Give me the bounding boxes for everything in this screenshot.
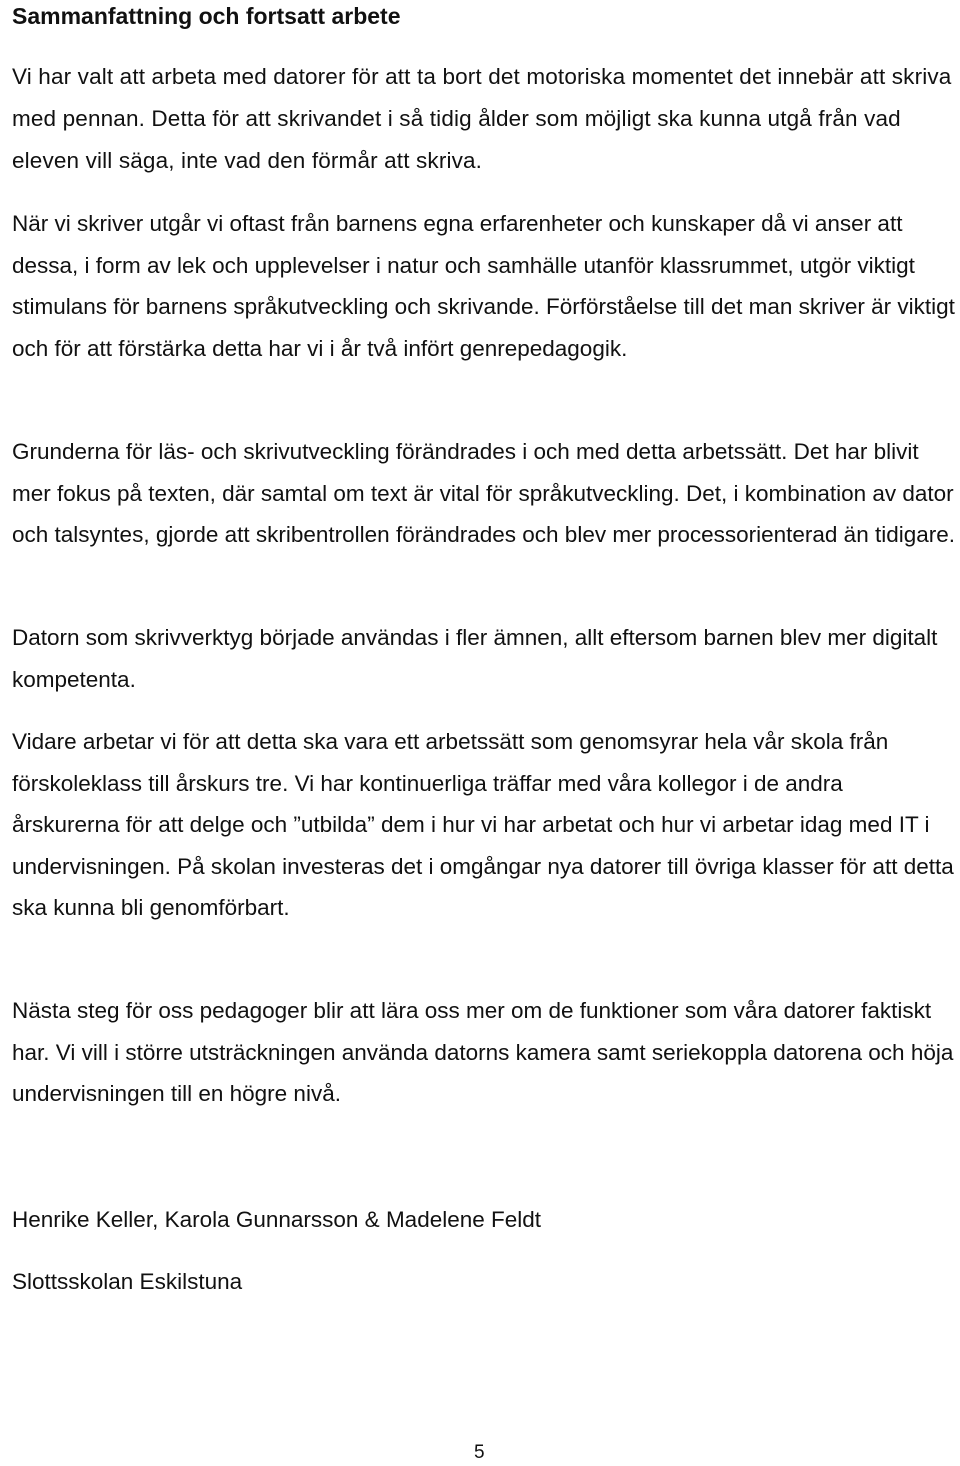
paragraph-reading-writing: Grunderna för läs- och skrivutveckling förändrades i och med detta arbetssätt. Det har blivit mer fokus på texten, där samtal om text är vital för språkutveckling. Det, i kombination av dator och talsyntes, gjorde att skribentrollen förändrades och blev mer processorienterad än tidigare. <box>12 439 956 547</box>
paragraph-next-step: Nästa steg för oss pedagoger blir att lära oss mer om de funktioner som våra datorer faktiskt har. Vi vill i större utsträckningen använda datorns kamera samt seriekoppla datorena och höja undervisningen till en högre nivå. <box>12 998 954 1106</box>
paragraph-school-wide: Vidare arbetar vi för att detta ska vara ett arbetssätt som genomsyrar hela vår skola från förskoleklass till årskurs tre. Vi har kontinuerliga träffar med våra kollegor i de andra årskurerna för att delge och ”utbilda” dem i hur vi har arbetat och hur vi arbetar idag med IT i undervisningen. På skolan investeras det i omgångar nya datorer till övriga klasser för att detta ska kunna bli genomförbart. <box>12 729 954 920</box>
intro-paragraph: Vi har valt att arbeta med datorer för att ta bort det motoriska momentet det innebär att skriva med pennan. Detta för att skrivandet i så tidig ålder som möjligt ska kunna utgå från vad eleven vill säga, inte vad den förmår att skriva. <box>12 64 952 173</box>
page-number: 5 <box>474 1442 485 1463</box>
paragraph-computer-tool: Datorn som skrivverktyg började användas i fler ämnen, allt eftersom barnen blev mer digitalt kompetenta. <box>12 625 938 692</box>
paragraph-experiences: När vi skriver utgår vi oftast från barnens egna erfarenheter och kunskaper då vi anser att dessa, i form av lek och upplevelser i natur och samhälle utanför klassrummet, utgör viktigt stimulans för barnens språkutveckling och skrivande. Förförståelse till det man skriver är viktigt och för att förstärka detta har vi i år två infört genrepedagogik. <box>12 211 955 361</box>
school-name: Slottsskolan Eskilstuna <box>12 1269 243 1294</box>
section-heading: Sammanfattning och fortsatt arbete <box>12 3 401 29</box>
authors: Henrike Keller, Karola Gunnarsson & Madelene Feldt <box>12 1207 542 1232</box>
